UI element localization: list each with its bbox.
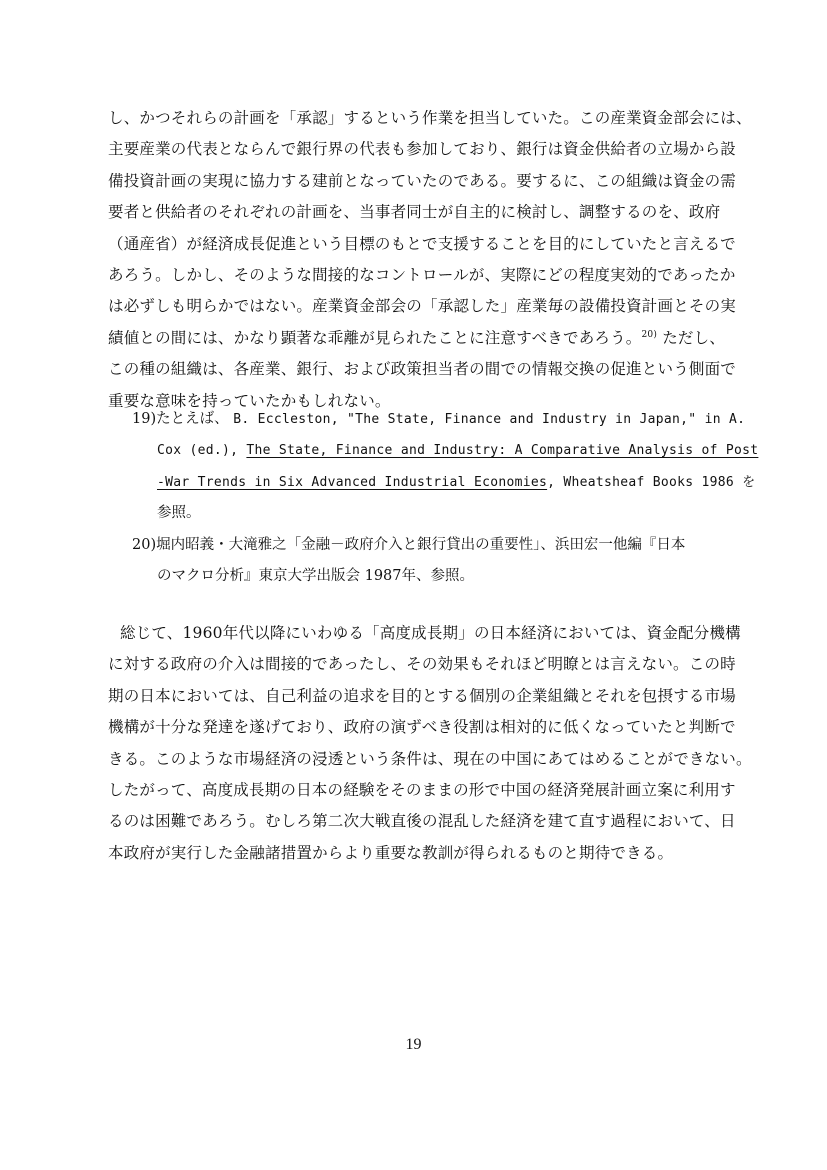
text-line: 本政府が実行した金融諸措置からより重要な教訓が得られるものと期待できる。 [108,843,674,862]
text-line: 備投資計画の実現に協力する建前となっていたのである。要するに、この組織は資金の需 [108,171,737,190]
text-line-with-ref [108,323,726,354]
text-line: 機構が十分な発達を遂げており、政府の演ずべき役割は相対的に低くなっていたと判断で [108,718,736,737]
footnote-line: 参照。 [157,505,201,522]
book-title: The State, Finance and Industry: A Comparative Analysis of Post [246,443,759,459]
text-line: るのは困難であろう。むしろ第二次大戦直後の混乱した経済を建て直す過程において、日 [108,812,736,831]
text-line: きる。このような市場経済の浸透という条件は、現在の中国にあてはめることができない。 [108,749,752,768]
book-title: -War Trends in Six Advanced Industrial Economies [157,474,548,490]
text-segment: ただし、 [662,328,726,347]
footnote-line [132,404,746,435]
text-line: し、かつそれらの計画を「承認」するという作業を担当していた。この産業資金部会には、 [108,109,752,127]
text-line: 期の日本においては、自己利益の追求を目的とする個別の企業組織とそれを包摂する市場 [108,686,737,705]
paragraph-1 [108,103,752,417]
text-line: したがって、高度成長期の日本の経験をそのままの形で中国の経済発展計画立案に利用す [108,781,736,800]
paragraph-2 [108,618,752,869]
citation-text: , Wheatsheaf Books 1986 を [547,474,756,490]
footnote-20 [132,530,722,593]
citation-text: Cox (ed.), [157,443,247,459]
footnote-line [132,467,756,498]
footnotes [132,404,759,592]
text-line: に対する政府の介入は間接的であったし、その効果もそれほど明瞭とは言えない。この時 [108,655,736,674]
footnote-19 [132,404,759,530]
text-line: 重要な意味を持っていたかもしれない。 [108,391,391,410]
footnote-ref-20: 20) [641,329,658,340]
footnote-line [132,435,759,466]
text-line: 総じて、1960年代以降にいわゆる「高度成長期」の日本経済においては、資金配分機構 [120,624,741,642]
page-number: 19 [405,1036,422,1053]
text-line: （通産省）が経済成長促進という目標のもとで支援することを目的にしていたと言えるで [108,234,736,253]
text-line: あろう。しかし、そのような間接的なコントロールが、実際にどの程度実効的であったか [108,266,736,285]
text-line: は必ずしも明らかではない。産業資金部会の「承認した」産業毎の設備投資計画とその実 [108,297,737,316]
footnote-marker: 19)たとえば、 [132,411,229,427]
citation-text: B. Eccleston, "The State, Finance and Industry in Japan," in A. [233,412,746,427]
text-line: 主要産業の代表とならんで銀行界の代表も参加しており、銀行は資金供給者の立場から設 [108,140,737,159]
text-line: 要者と供給者のそれぞれの計画を、当事者同士が自主的に検討し、調整するのを、政府 [108,203,721,222]
text-segment: 績値との間には、かなり顕著な乖離が見られたことに注意すべきであろう。 [108,328,642,347]
text-line: この種の組織は、各産業、銀行、および政策担当者の間での情報交換の促進という側面で [108,360,737,379]
footnote-line: 20)堀内昭義・大滝雅之「金融－政府介入と銀行貸出の重要性」、浜田宏一他編『日本 [132,536,686,553]
footnote-line: のマクロ分析』東京大学出版会 1987年、参照。 [157,568,475,585]
